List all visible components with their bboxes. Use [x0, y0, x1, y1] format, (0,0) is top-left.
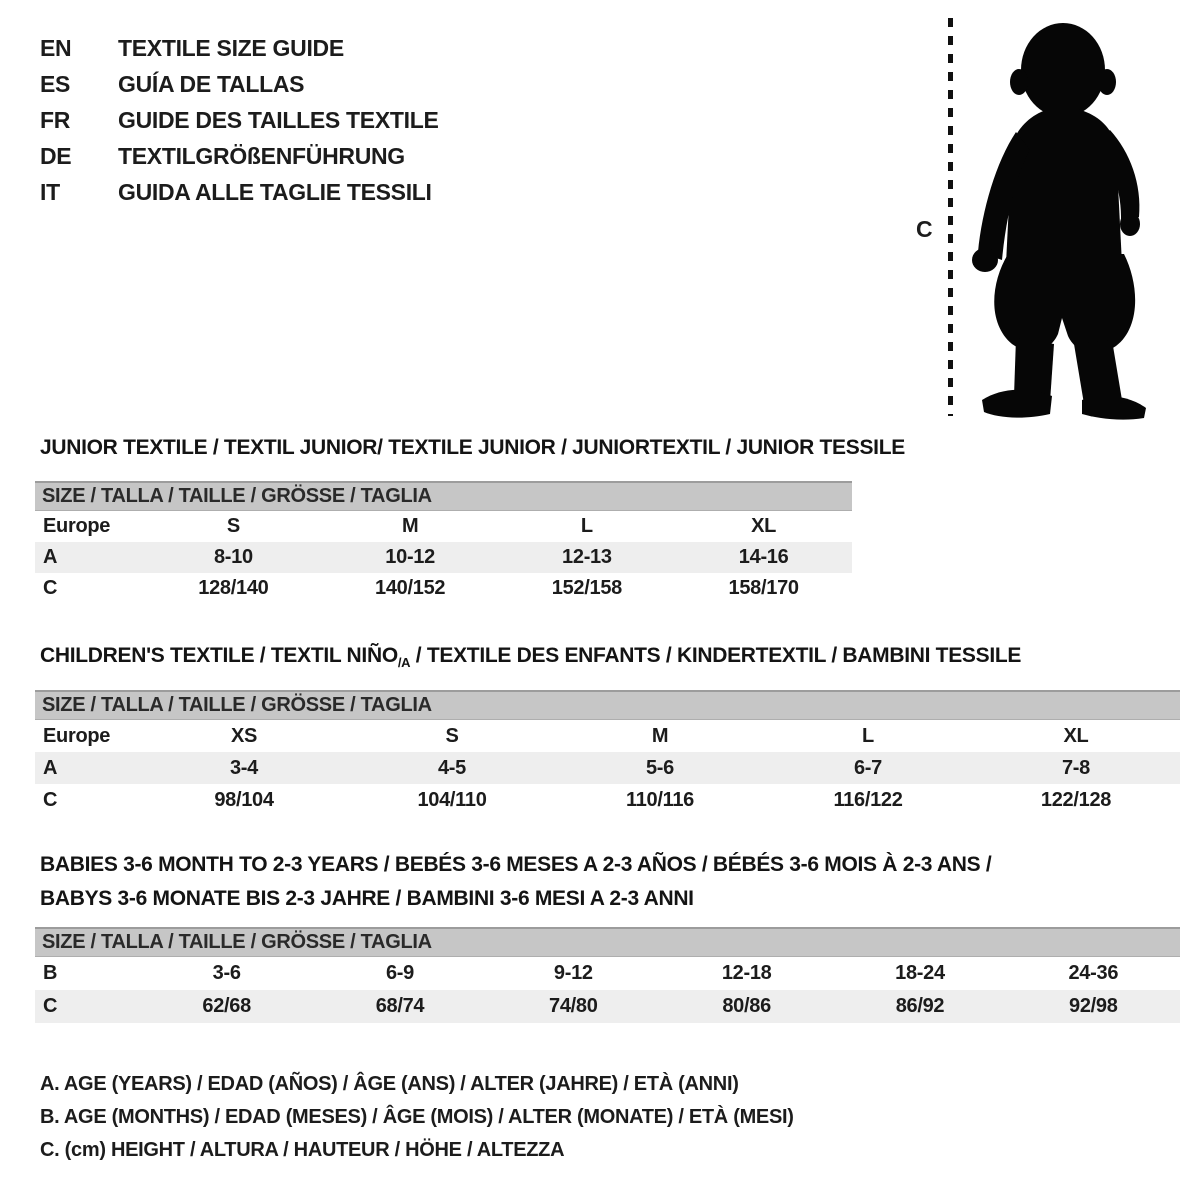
size-cell: XS: [230, 724, 258, 747]
language-code: ES: [40, 71, 71, 97]
size-cell: 10-12: [385, 546, 435, 568]
table-row: [35, 752, 1180, 784]
size-cell: 104/110: [417, 788, 487, 811]
language-row-it: [40, 174, 439, 210]
size-cell: S: [445, 724, 459, 747]
size-cell: 6-7: [853, 756, 882, 779]
table-row: [35, 784, 1180, 816]
size-cell: XL: [1063, 724, 1089, 747]
size-cell: 122/128: [1040, 788, 1112, 811]
table-row: [35, 511, 852, 542]
size-cell: XL: [751, 515, 777, 537]
language-row-es: [40, 66, 439, 102]
row-label-cell: C: [43, 995, 58, 1017]
size-cell: 12-13: [562, 546, 612, 568]
nino-a-subscript: /A: [397, 655, 411, 670]
table-row: [35, 720, 1180, 752]
size-cell: L: [580, 515, 593, 537]
size-cell: 24-36: [1068, 962, 1119, 984]
height-measure-label: C: [916, 216, 933, 242]
language-label: GUIDE DES TAILLES TEXTILE: [118, 107, 439, 133]
size-cell: 3-4: [229, 756, 258, 779]
size-cell: 116/122: [833, 788, 903, 811]
size-cell: 4-5: [437, 756, 466, 779]
language-row-de: [40, 138, 439, 174]
language-label: GUÍA DE TALLAS: [118, 71, 305, 97]
babies-size-table: [35, 927, 1180, 1023]
size-cell: 62/68: [202, 995, 251, 1017]
size-cell: 92/98: [1069, 995, 1118, 1017]
size-cell: 128/140: [198, 577, 269, 599]
size-cell: 98/104: [214, 788, 274, 811]
row-label-cell: Europe: [43, 515, 111, 537]
size-cell: 9-12: [553, 962, 593, 984]
language-row-en: [40, 30, 439, 66]
row-label-cell: C: [43, 577, 58, 599]
size-cell: 8-10: [213, 546, 253, 568]
junior-section-title: JUNIOR TEXTILE / TEXTIL JUNIOR/ TEXTILE JUNIOR / JUNIORTEXTIL / JUNIOR TESSILE: [40, 436, 905, 459]
language-label: GUIDA ALLE TAGLIE TESSILI: [118, 179, 432, 205]
legend-line-a: A. AGE (YEARS) / EDAD (AÑOS) / ÂGE (ANS) / ALTER (JAHRE) / ETÀ (ANNI): [40, 1073, 739, 1095]
size-cell: 140/152: [375, 577, 446, 599]
language-label: TEXTILGRÖßENFÜHRUNG: [118, 143, 405, 169]
size-cell: 14-16: [738, 546, 789, 568]
row-label-cell: A: [43, 756, 58, 779]
measurement-legend: [40, 1068, 794, 1167]
size-header-bar: SIZE / TALLA / TAILLE / GRÖSSE / TAGLIA: [35, 690, 1180, 720]
size-cell: 158/170: [728, 577, 799, 599]
row-label-cell: Europe: [43, 724, 111, 747]
language-label: TEXTILE SIZE GUIDE: [118, 35, 344, 61]
size-cell: 152/158: [551, 577, 622, 599]
size-cell: 12-18: [721, 962, 772, 984]
children-section-title: CHILDREN'S TEXTILE / TEXTIL $NIÑO_{/A}$ / TEXTILE DES ENFANTS / KINDERTEXTIL / BAMBINI TESSILE: [40, 644, 1022, 670]
children-size-table: [35, 690, 1180, 816]
size-cell: 7-8: [1061, 756, 1090, 779]
size-cell: 74/80: [549, 995, 598, 1017]
size-cell: 80/86: [722, 995, 771, 1017]
size-cell: 5-6: [645, 756, 674, 779]
babies-title-line1: BABIES 3-6 MONTH TO 2-3 YEARS / BEBÉS 3-6 MESES A 2-3 AÑOS / BÉBÉS 3-6 MOIS À 2-3 ANS /: [40, 853, 992, 876]
size-cell: M: [401, 515, 419, 537]
size-cell: S: [226, 515, 240, 537]
size-cell: 86/92: [895, 995, 945, 1017]
size-cell: L: [862, 724, 874, 747]
language-code: FR: [40, 107, 71, 133]
size-header-bar: SIZE / TALLA / TAILLE / GRÖSSE / TAGLIA: [35, 481, 852, 511]
language-code: EN: [40, 35, 72, 61]
babies-title-line2: BABYS 3-6 MONATE BIS 2-3 JAHRE / BAMBINI 3-6 MESI A 2-3 ANNI: [40, 887, 694, 910]
legend-line-b: B. AGE (MONTHS) / EDAD (MESES) / ÂGE (MOIS) / ALTER (MONATE) / ETÀ (MESI): [40, 1106, 794, 1128]
table-row: [35, 573, 852, 604]
table-row: [35, 542, 852, 573]
row-label-cell: B: [43, 962, 58, 984]
size-cell: 6-9: [385, 962, 414, 984]
table-row: [35, 957, 1180, 990]
legend-line-c: C. (cm) HEIGHT / ALTURA / HAUTEUR / HÖHE / ALTEZZA: [40, 1139, 565, 1161]
size-cell: M: [651, 724, 669, 747]
language-code: DE: [40, 143, 72, 169]
junior-size-table: [35, 481, 852, 604]
language-code: IT: [40, 179, 60, 205]
size-cell: 68/74: [375, 995, 425, 1017]
babies-section-title: [40, 848, 991, 916]
row-label-cell: C: [43, 788, 58, 811]
row-label-cell: A: [43, 546, 58, 568]
height-measure-dashed-line: [948, 18, 953, 416]
language-row-fr: [40, 102, 439, 138]
baby-silhouette-icon: [958, 12, 1163, 425]
language-list: [40, 30, 439, 210]
size-cell: 110/116: [626, 788, 694, 811]
table-row: [35, 990, 1180, 1023]
size-cell: 3-6: [212, 962, 241, 984]
size-cell: 18-24: [895, 962, 945, 984]
size-header-bar: SIZE / TALLA / TAILLE / GRÖSSE / TAGLIA: [35, 927, 1180, 957]
